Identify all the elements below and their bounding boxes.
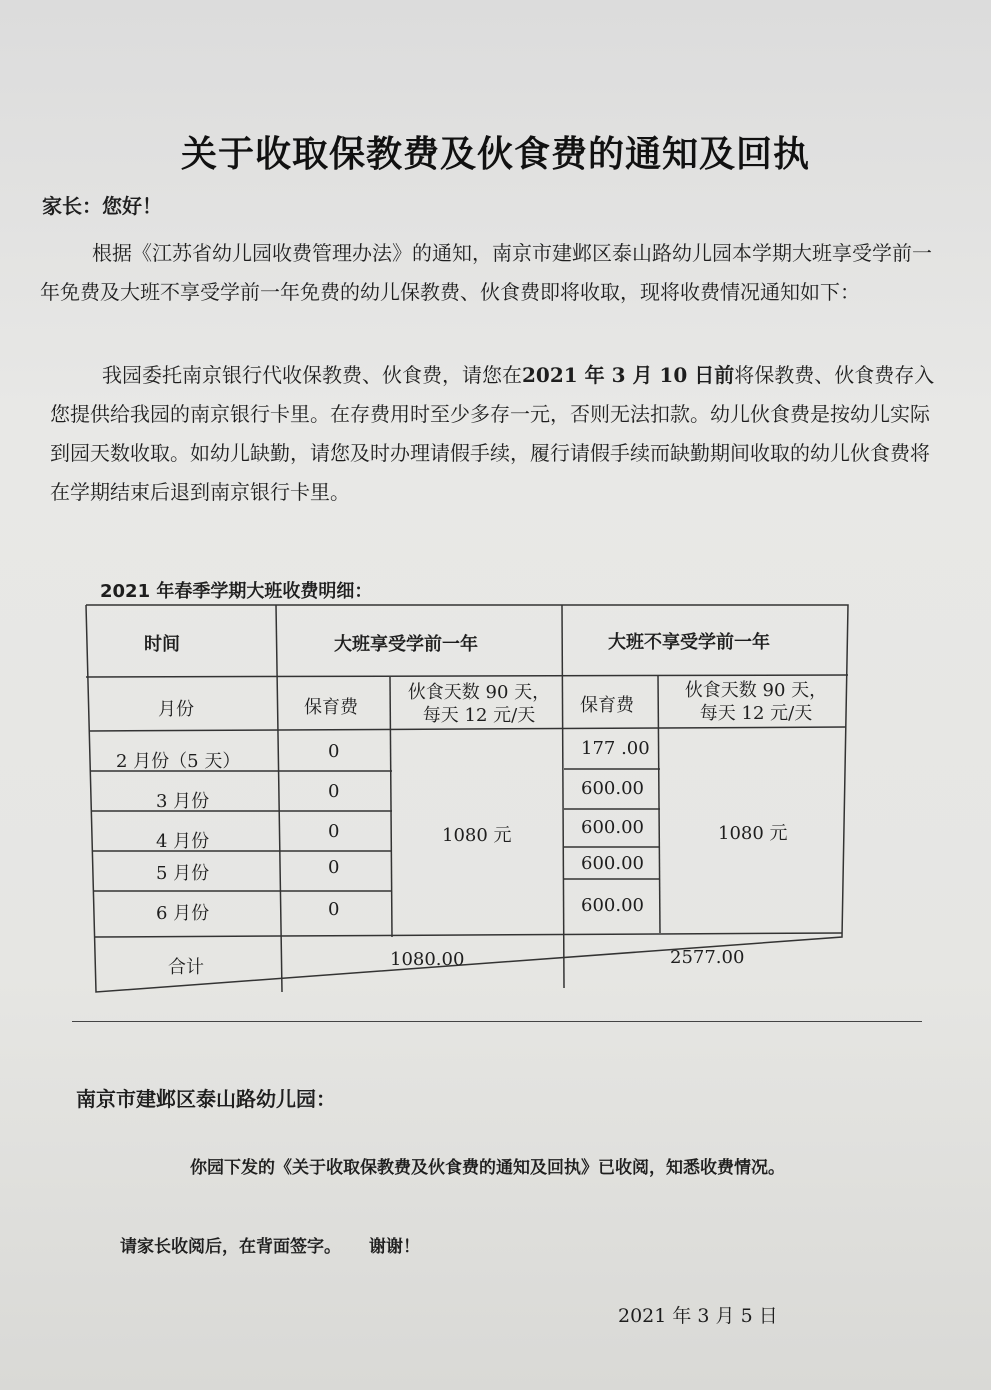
- receipt-addressee: 南京市建邺区泰山路幼儿园：: [76, 1087, 336, 1111]
- payment-deadline: 2021 年 3 月 10 日前: [522, 363, 735, 387]
- row-month: 5 月份: [156, 863, 210, 884]
- row-a-tuition: 0: [328, 781, 340, 802]
- meal-line-1: 伙食天数 90 天，: [407, 682, 551, 703]
- page-title: 关于收取保教费及伙食费的通知及回执: [180, 134, 810, 175]
- row-a-tuition: 0: [328, 741, 340, 762]
- a-meal-total: 1080 元: [442, 825, 512, 846]
- table-line: [390, 677, 392, 937]
- receipt-date: 2021 年 3 月 5 日: [618, 1305, 778, 1327]
- row-a-tuition: 0: [328, 821, 340, 842]
- fee-table: [84, 603, 850, 994]
- table-line: [562, 605, 564, 988]
- header-group-b: 大班不享受学前一年: [608, 632, 770, 653]
- header-group-a: 大班享受学前一年: [334, 634, 478, 655]
- cut-line: [72, 1021, 922, 1022]
- row-month: 2 月份（5 天）: [116, 751, 241, 772]
- header-b-meal: [666, 679, 846, 725]
- meal-line-1: 伙食天数 90 天，: [684, 680, 828, 701]
- table-caption: 2021 年春季学期大班收费明细：: [100, 581, 373, 602]
- greeting: 家长：您好！: [42, 194, 162, 218]
- paragraph-payment: [50, 356, 945, 512]
- receipt-note: [120, 1232, 420, 1257]
- header-a-meal: [396, 681, 562, 727]
- meal-line-2: 每天 12 元/天: [699, 703, 813, 724]
- header-a-tuition: 保育费: [304, 697, 358, 718]
- total-label: 合计: [168, 957, 204, 978]
- table-line: [86, 675, 848, 677]
- payment-text-before: 我园委托南京银行代收保教费、伙食费，请您在: [102, 363, 522, 387]
- table-line: [276, 605, 282, 992]
- row-a-tuition: 0: [328, 857, 340, 878]
- table-line: [95, 933, 842, 937]
- row-b-tuition: 600.00: [581, 778, 644, 799]
- header-month: 月份: [158, 699, 194, 720]
- paragraph-intro: [40, 234, 945, 312]
- row-month: 3 月份: [156, 791, 210, 812]
- note-text: 请家长收阅后，在背面签字。: [120, 1237, 341, 1257]
- row-month: 6 月份: [156, 903, 210, 924]
- thanks-text: 谢谢！: [369, 1237, 420, 1257]
- payment-text-after: 将保教费、伙食费存入您提供给我园的南京银行卡里。在存费用时至少多存一元，否则无法扣款。幼儿伙食费是按幼儿实际到园天数收取。如幼儿缺勤，请您及时办理请假手续，履行请假手续而缺勤期间收取的幼儿伙食费将在学期结束后退到南京银行卡里。: [50, 363, 935, 504]
- b-total: 2577.00: [670, 947, 745, 968]
- row-month: 4 月份: [156, 831, 210, 852]
- table-line: [658, 675, 660, 933]
- row-b-tuition: 600.00: [581, 817, 644, 838]
- receipt-body: 你园下发的《关于收取保教费及伙食费的通知及回执》已收阅，知悉收费情况。: [190, 1158, 785, 1178]
- paragraph-intro-text: 根据《江苏省幼儿园收费管理办法》的通知，南京市建邺区泰山路幼儿园本学期大班享受学前一年免费及大班不享受学前一年免费的幼儿保教费、伙食费即将收取，现将收费情况通知如下：: [40, 241, 932, 304]
- table-line: [90, 727, 846, 731]
- row-b-tuition: 600.00: [581, 853, 644, 874]
- row-b-tuition: 177 .00: [581, 738, 650, 759]
- a-total: 1080.00: [390, 949, 465, 970]
- header-time: 时间: [144, 634, 180, 655]
- header-b-tuition: 保育费: [580, 695, 634, 716]
- meal-line-2: 每天 12 元/天: [422, 705, 536, 726]
- b-meal-total: 1080 元: [718, 823, 788, 844]
- row-a-tuition: 0: [328, 899, 340, 920]
- row-b-tuition: 600.00: [581, 895, 644, 916]
